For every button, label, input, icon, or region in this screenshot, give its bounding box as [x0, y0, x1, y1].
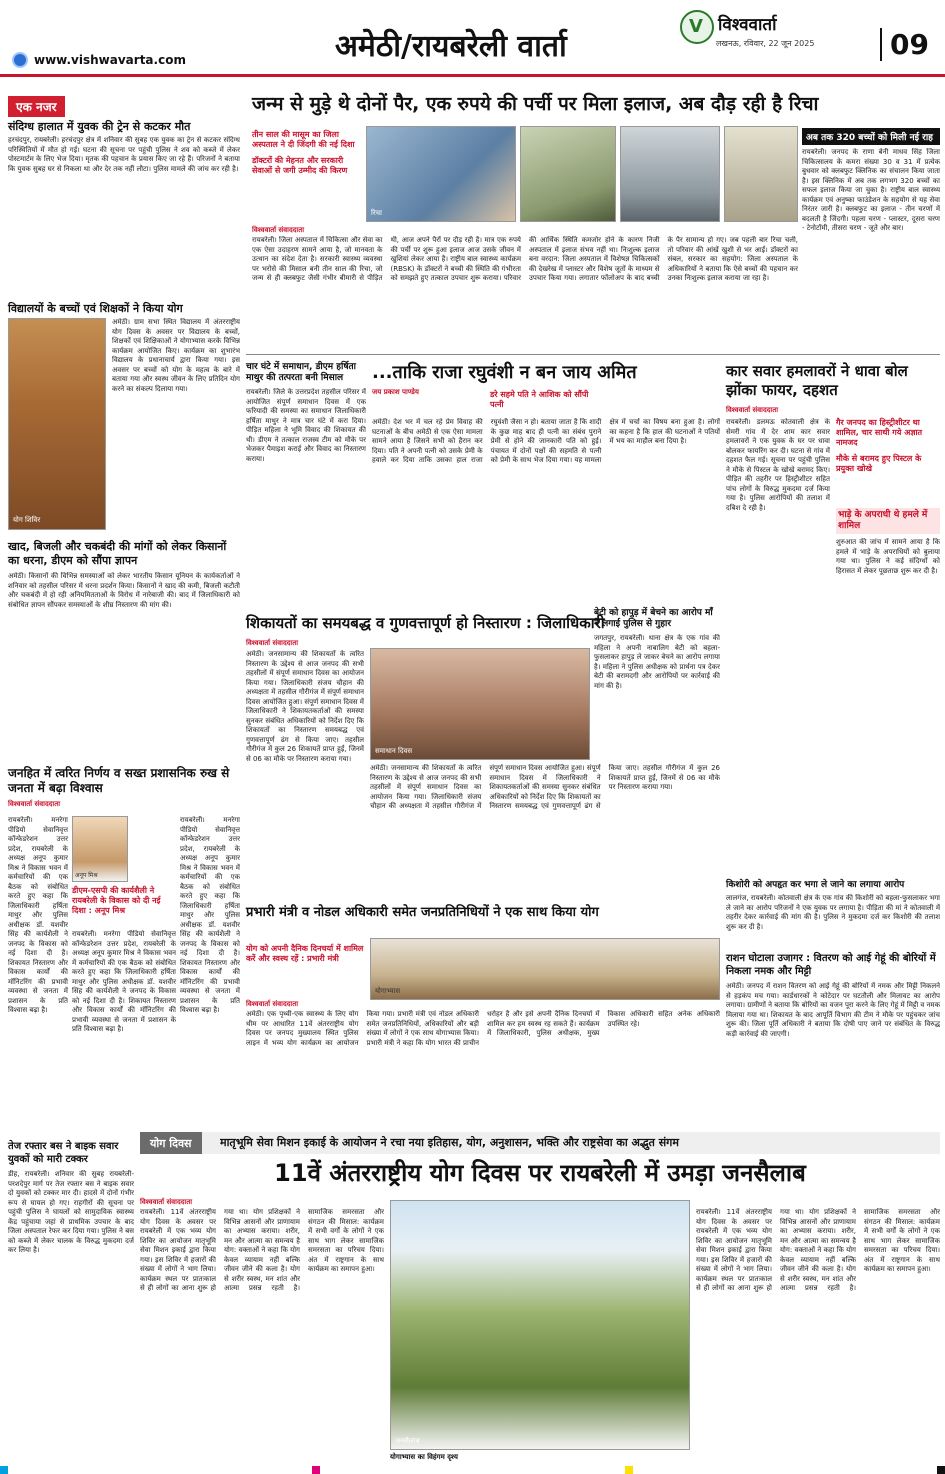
lead-headline: जन्म से मुड़े थे दोनों पैर, एक रुपये की पर्ची पर मिला इलाज, अब दौड़ रही है रिचा [252, 93, 819, 115]
brand-name: विश्ववार्ता [718, 15, 777, 35]
ek-nazar-tag: एक नजर [8, 96, 65, 117]
shikayat-byline: विश्ववार्ता संवाददाता [246, 639, 299, 647]
janhit-byline: विश्ववार्ता संवाददाता [8, 800, 61, 808]
photo-label: अनूप मिश्र [75, 872, 98, 879]
raghuvanshi-body: अमेठी। देश भर में चल रहे प्रेम विवाह की घटनाओं के बीच अमेठी से एक ऐसा मामला सामने आया है जिसने सभी को हैरान कर दिया। पति ने अपनी पत्नी को उसके प्रेमी के हवाले कर दिया ताकि उसका हाल राजा रघुवंशी जैसा न हो। बताया जाता है कि शादी के कुछ माह बाद ही पत्नी का संबंध पुराने प्रेमी से होने की जानकारी पति को हुई। पंचायत में दोनों पक्षों की सहमति से पत्नी को प्रेमी के साथ भेज दिया गया। यह मामला क्षेत्र में चर्चा का विषय बना हुआ है। लोगों का कहना है कि हाल की घटनाओं ने पतियों में भय का माहौल बना दिया है। [372, 418, 720, 464]
lead-byline: विश्ववार्ता संवाददाता [252, 226, 305, 234]
yoga-day-byline: विश्ववार्ता संवाददाता [140, 1198, 193, 1206]
yoga-day-strap [140, 1132, 940, 1154]
tej-body: डीह, रायबरेली। शनिवार की सुबह रायबरेली-परशदेपुर मार्ग पर तेज रफ्तार बस ने बाइक सवार दो युवकों को टक्कर मार दी। हादसे में दोनों गंभीर रूप से घायल हो गए। राहगीरों की सूचना पर पहुंची पुलिस ने घायलों को सामुदायिक स्वास्थ्य केंद्र पहुंचाया जहां से प्राथमिक उपचार के बाद जिला अस्पताल रेफर कर दिया गया। पुलिस ने बस को कब्जे में लेकर चालक के विरुद्ध मुकदमा दर्ज कर लिया है। [8, 1170, 134, 1254]
yoga-day-strapline: मातृभूमि सेवा मिशन इकाई के आयोजन ने रचा नया इतिहास, योग, अनुशासन, भक्ति और राष्ट्रसेवा का अद्भुत संगम [220, 1136, 679, 1149]
tej-story [8, 1140, 134, 1466]
raghuvanshi-byline: जय प्रकाश पाण्डेय [372, 388, 419, 396]
shikayat-body-continued: अमेठी। जनसामान्य की शिकायतों के त्वरित निस्तारण के उद्देश्य से आज जनपद की सभी तहसीलों में संपूर्ण समाधान दिवस का आयोजन किया गया। जिलाधिकारी संजय चौहान की अध्यक्षता में तहसील गौरीगंज में संपूर्ण समाधान दिवस आयोजित हुआ। संपूर्ण समाधान दिवस में जिलाधिकारी ने शिकायतकर्ताओं की समस्या सुनकर संबंधित अधिकारियों को निर्देश दिए कि शिकायतों का निस्तारण समयबद्ध एवं गुणवत्तापूर्ण ढंग से किया जाए। तहसील गौरीगंज में कुल 26 शिकायतें प्राप्त हुईं, जिनमें से 06 का मौके पर निस्तारण कराया गया। [370, 764, 720, 810]
dateline: लखनऊ, रविवार, 22 जून 2025 [716, 39, 815, 48]
photo-label: जनसैलाब [395, 1437, 420, 1445]
lead-body: रायबरेली। जिला अस्पताल में चिकित्सा और सेवा का एक ऐसा उदाहरण सामने आया है, जो मानवता के उत्थान का संदेश देता है। सरकारी स्वास्थ्य व्यवस्था पर भरोसे की मिसाल बनी तीन साल की रिचा, जो जन्म से ही क्लबफुट जैसी गंभीर बीमारी से पीड़ित थी, आज अपने पैरों पर दौड़ रही है। मात्र एक रुपये की पर्ची पर शुरू हुआ इलाज आज उसके जीवन में खुशियां लेकर आया है। राष्ट्रीय बाल स्वास्थ्य कार्यक्रम (RBSK) के डॉक्टरों ने बच्ची की स्थिति की गंभीरता को समझते हुए तत्काल उपचार शुरू कराया। परिवार की आर्थिक स्थिति कमजोर होने के कारण निजी अस्पताल में इलाज संभव नहीं था। निःशुल्क इलाज बना वरदान: जिला अस्पताल में विशेषज्ञ चिकित्सकों की देखरेख में प्लास्टर और विशेष जूतों के माध्यम से उपचार किया गया। लगातार फॉलोअप के बाद बच्ची के पैर सामान्य हो गए। जब पहली बार रिचा चली, तो परिवार की आंखें खुशी से भर आईं। डॉक्टरों का संबल, सरकार का सहयोग: जिला अस्पताल के अधिकारियों ने बताया कि ऐसे बच्चों की पहचान कर उनका निःशुल्क इलाज कराया जा रहा है। [252, 236, 798, 282]
brief-1-body: हरचंदपुर, रायबरेली। हरचंदपुर क्षेत्र में शनिवार की सुबह एक युवक का ट्रेन से कटकर संदिग्ध परिस्थितियों में मौत हो गई। घटना की सूचना पर पहुंची पुलिस ने शव को कब्जे में लेकर पोस्टमार्टम के लिए भेज दिया। मृतक की पहचान के प्रयास किए जा रहे हैं। परिजनों ने बताया कि युवक सुबह घर से निकला था और देर तक नहीं लौटा। पुलिस मामले की जांच कर रही है। [8, 136, 240, 173]
janhit-story [8, 766, 240, 1132]
richa-photo-1 [366, 126, 516, 222]
globe-icon [12, 52, 28, 68]
registration-marks [0, 1466, 945, 1474]
yoga-day-tag: योग दिवस [140, 1132, 202, 1154]
prabhari-kicker: योग को अपनी दैनिक दिनचर्या में शामिल करें और स्वस्थ रहें : प्रभारी मंत्री [246, 944, 364, 963]
photo-label: समाधान दिवस [375, 747, 413, 755]
janhit-body-3: रायबरेली। मनरेगा पीडियो सेवानिवृत्त कॉन्फेडरेशन उत्तर प्रदेश, रायबरेली के अध्यक्ष अनूप कुमार मिश्र ने विकास भवन में कर्मचारियों की एक बैठक को संबोधित करते हुए कहा कि जिलाधिकारी हर्षिता माथुर और पुलिस अधीक्षक डॉ. यशवीर सिंह की कार्यशैली ने जनपद के विकास को नई दिशा दी है। शिकायत निस्तारण और विकास कार्यों की मॉनिटरिंग की प्रभावी व्यवस्था से जनता में प्रशासन के प्रति विश्वास बढ़ा है। [72, 930, 176, 1033]
richa-photo-4 [724, 126, 798, 222]
car-attack-body: रायबरेली। डलमऊ कोतवाली क्षेत्र के सेमरी गांव में देर शाम कार सवार हमलावरों ने एक युवक के घर पर धावा बोलकर फायरिंग कर दी। घटना से गांव में दहशत फैल गई। सूचना पर पहुंची पुलिस ने मौके से पिस्टल के खोखे बरामद किए। पीड़ित की तहरीर पर हिस्ट्रीशीटर सहित पांच लोगों के विरुद्ध मुकदमा दर्ज किया गया है। पुलिस आरोपियों की तलाश में दबिश दे रही है। [726, 418, 830, 512]
janhit-pullquote: डीएम-एसपी की कार्यशैली ने रायबरेली के विकास को दी नई दिशा : अनूप मिश्र [72, 886, 161, 915]
brief-1-title: संदिग्ध हालात में युवक की ट्रेन से कटकर मौत [8, 120, 191, 133]
dm-story [246, 362, 366, 604]
brief-3-body: अमेठी। किसानों की विभिन्न समस्याओं को लेकर भारतीय किसान यूनियन के कार्यकर्ताओं ने शनिवार को तहसील परिसर में धरना प्रदर्शन किया। किसानों ने खाद की कमी, बिजली कटौती और चकबंदी में हो रही अनियमितताओं के विरोध में नारेबाजी की। बाद में जिलाधिकारी को संबोधित ज्ञापन सौंपकर समस्याओं के शीघ्र निस्तारण की मांग की। [8, 572, 240, 609]
bullet-1: गैर जनपद का हिस्ट्रीशीटर था शामिल, चार साथी गये अज्ञात नामजद [836, 418, 923, 447]
kishori-headline: किशोरी को अपहृत कर भगा ले जाने का लगाया आरोप [726, 880, 905, 890]
lead-story [246, 88, 940, 350]
raghuvanshi-story [372, 362, 720, 604]
ration-headline: राशन घोटाला उजागर : वितरण को आई गेहूं की बोरियों में निकला नमक और मिट्टी [726, 953, 936, 977]
clubfoot-sidebox [802, 128, 940, 350]
brief-2-title: विद्यालयों के बच्चों एवं शिक्षकों ने किया योग [8, 302, 183, 315]
bullet-2: मौके से बरामद हुए पिस्टल के प्रयुक्त खोखे [836, 454, 922, 473]
car-attack-subtag: भाड़े के अपराधी थे हमले में शामिल [836, 508, 940, 534]
yoga-crowd-photo [390, 1200, 690, 1450]
yoga-school-photo [8, 318, 106, 530]
brief-2-body: अमेठी। ग्राम सभा स्थित विद्यालय में अंतरराष्ट्रीय योग दिवस के अवसर पर विद्यालय के बच्चों, शिक्षकों एवं शिक्षिकाओं ने योगाभ्यास करके विभिन्न कार्यक्रम आयोजित किए। कार्यक्रम का शुभारंभ विद्यालय के प्रधानाचार्य द्वारा किया गया। इस अवसर पर बच्चों को योग के महत्व के बारे में बताया गया और स्वस्थ जीवन के लिए प्रतिदिन योग करने का संकल्प दिलाया गया। [112, 318, 240, 393]
raghuvanshi-kicker: डरे सहमे पति ने आशिक को सौंपी पत्नी [490, 390, 589, 409]
header-rule [0, 74, 945, 77]
page-number: 09 [880, 28, 929, 61]
car-attack-story [726, 362, 940, 882]
car-attack-byline: विश्ववार्ता संवाददाता [726, 406, 779, 414]
lead-caption-2: डॉक्टरों की मेहनत और सरकारी सेवाओं से जगी उम्मीद की किरण [252, 156, 348, 175]
yoga-day-body-left: रायबरेली। 11वें अंतरराष्ट्रीय योग दिवस के अवसर पर रायबरेली में एक भव्य योग शिविर का आयोजन मातृभूमि सेवा मिशन इकाई द्वारा किया गया। इस शिविर में हजारों की संख्या में लोगों ने भाग लिया। कार्यक्रम स्थल पर प्रातःकाल से ही लोगों का आना शुरू हो गया था। योग प्रशिक्षकों ने विभिन्न आसनों और प्राणायाम का अभ्यास कराया। शरीर, मन और आत्मा का समन्वय है योग: वक्ताओं ने कहा कि योग केवल व्यायाम नहीं बल्कि जीवन जीने की कला है। योग से शरीर स्वस्थ, मन शांत और आत्मा प्रसन्न रहती है। सामाजिक समरसता और संगठन की मिसाल: कार्यक्रम में सभी वर्गों के लोगों ने एक साथ भाग लेकर सामाजिक समरसता का परिचय दिया। अंत में राष्ट्रगान के साथ कार्यक्रम का समापन हुआ। [140, 1208, 384, 1292]
janhit-body-2: रायबरेली। मनरेगा पीडियो सेवानिवृत्त कॉन्फेडरेशन उत्तर प्रदेश, रायबरेली के अध्यक्ष अनूप कुमार मिश्र ने विकास भवन में कर्मचारियों की एक बैठक को संबोधित करते हुए कहा कि जिलाधिकारी हर्षिता माथुर और पुलिस अधीक्षक डॉ. यशवीर सिंह की कार्यशैली ने जनपद के विकास को नई दिशा दी है। शिकायत निस्तारण और विकास कार्यों की मॉनिटरिंग की प्रभावी व्यवस्था से जनता में प्रशासन के प्रति विश्वास बढ़ा है। [180, 816, 240, 1014]
photo-label: योग शिविर [13, 516, 41, 524]
kishori-body: लालगंज, रायबरेली। कोतवाली क्षेत्र के एक गांव की किशोरी को बहला-फुसलाकर भगा ले जाने का आरोप परिजनों ने एक युवक पर लगाया है। पीड़िता की मां ने कोतवाली में तहरीर देकर कार्रवाई की मांग की है। पुलिस ने मुकदमा दर्ज कर किशोरी की तलाश शुरू कर दी है। [726, 894, 940, 931]
section-divider [246, 354, 940, 355]
heritage-headline: बेटी को हापुड़ में बेचने का आरोप माँ ने लगाई पुलिस से गुहार [594, 608, 713, 629]
ration-body: अमेठी। जनपद में राशन वितरण को आई गेहूं की बोरियों में नमक और मिट्टी निकलने से हड़कंप मच गया। कार्डधारकों ने कोटेदार पर घटतौली और मिलावट का आरोप लगाया। ग्रामीणों ने बताया कि बोरियों का वजन पूरा करने के लिए गेहूं में मिट्टी व नमक मिलाया गया था। शिकायत के बाद आपूर्ति विभाग की टीम ने मौके पर पहुंचकर जांच शुरू की। जिला पूर्ति अधिकारी ने बताया कि दोषी पाए जाने पर संबंधित के विरुद्ध कड़ी कार्रवाई की जाएगी। [726, 982, 940, 1038]
yoga-day-body-right: रायबरेली। 11वें अंतरराष्ट्रीय योग दिवस के अवसर पर रायबरेली में एक भव्य योग शिविर का आयोजन मातृभूमि सेवा मिशन इकाई द्वारा किया गया। इस शिविर में हजारों की संख्या में लोगों ने भाग लिया। कार्यक्रम स्थल पर प्रातःकाल से ही लोगों का आना शुरू हो गया था। योग प्रशिक्षकों ने विभिन्न आसनों और प्राणायाम का अभ्यास कराया। शरीर, मन और आत्मा का समन्वय है योग: वक्ताओं ने कहा कि योग केवल व्यायाम नहीं बल्कि जीवन जीने की कला है। योग से शरीर स्वस्थ, मन शांत और आत्मा प्रसन्न रहती है। सामाजिक समरसता और संगठन की मिसाल: कार्यक्रम में सभी वर्गों के लोगों ने एक साथ भाग लेकर सामाजिक समरसता का परिचय दिया। अंत में राष्ट्रगान के साथ कार्यक्रम का समापन हुआ। [696, 1208, 940, 1292]
minister-yoga-photo [370, 938, 720, 1000]
yoga-day-headline: 11वें अंतरराष्ट्रीय योग दिवस पर रायबरेली में उमड़ा जनसैलाब [274, 1159, 806, 1187]
yoga-photo-caption: योगाभ्यास का विहंगम दृश्य [390, 1453, 458, 1461]
ek-nazar-column [8, 96, 240, 760]
car-attack-subbody: शुरुआत की जांच में सामने आया है कि हमले में भाड़े के अपराधियों को बुलाया गया था। पुलिस ने कई संदिग्धों को हिरासत में लेकर पूछताछ शुरू कर दी है। [836, 538, 940, 575]
prabhari-story [246, 904, 720, 1126]
dm-body: रायबरेली। जिले के उत्तरप्रदेश तहसील परिसर में आयोजित संपूर्ण समाधान दिवस में एक फरियादी की समस्या का समाधान जिलाधिकारी हर्षिता माथुर ने मात्र चार घंटे में करा दिया। पीड़ित महिला ने भूमि विवाद की शिकायत की थी। डीएम ने तत्काल राजस्व टीम को मौके पर भेजकर पैमाइश कराई और विवाद का निस्तारण कराया। [246, 388, 366, 463]
brief-3-title: खाद, बिजली और चकबंदी की मांगों को लेकर किसानों का धरना, डीएम को सौंपा ज्ञापन [8, 540, 227, 567]
lead-caption-1: तीन साल की मासूम का जिला अस्पताल ने दी जिंदगी की नई दिशा [252, 130, 355, 149]
kishori-story [726, 880, 940, 950]
janhit-headline: जनहित में त्वरित निर्णय व सख्त प्रशासनिक रुख से जनता में बढ़ा विश्वास [8, 766, 230, 795]
dm-headline: चार घंटे में समाधान, डीएम हर्षिता माथुर की तत्परता बनी मिसाल [246, 362, 356, 383]
sidebox-body: रायबरेली। जनपद के राणा बेनी माधव सिंह जिला चिकित्सालय के कमरा संख्या 30 व 31 में प्रत्येक बुधवार को क्लबफुट क्लिनिक का संचालन किया जाता है। इस क्लिनिक में अब तक लगभग 320 बच्चों का सफल इलाज किया जा चुका है। राष्ट्रीय बाल स्वास्थ्य कार्यक्रम एवं अनुष्का फाउंडेशन के सहयोग से यह सेवा निरंतर जारी है। क्लबफुट का इलाज - तीन चरणों में बदलती है जिंदगी। पहला चरण - प्लास्टर, दूसरा चरण - टेनोटॉमी, तीसरा चरण - जूते और बार। [802, 148, 940, 232]
tej-headline: तेज रफ्तार बस ने बाइक सवार युवकों को मारी टक्कर [8, 1141, 119, 1165]
masthead [0, 0, 945, 78]
mishra-photo [72, 816, 128, 882]
photo-label: योगाभ्यास [375, 987, 401, 995]
richa-photo-3 [620, 126, 720, 222]
section-title: अमेठी/रायबरेली वार्ता [335, 29, 567, 64]
ration-story [726, 952, 940, 1126]
brand-logo: V [680, 10, 714, 44]
shikayat-body: अमेठी। जनसामान्य की शिकायतों के त्वरित निस्तारण के उद्देश्य से आज जनपद की सभी तहसीलों में संपूर्ण समाधान दिवस का आयोजन किया गया। जिलाधिकारी संजय चौहान की अध्यक्षता में तहसील गौरीगंज में संपूर्ण समाधान दिवस आयोजित हुआ। संपूर्ण समाधान दिवस में जिलाधिकारी ने शिकायतकर्ताओं की समस्या सुनकर संबंधित अधिकारियों को निर्देश दिए कि शिकायतों का निस्तारण समयबद्ध एवं गुणवत्तापूर्ण ढंग से किया जाए। तहसील गौरीगंज में कुल 26 शिकायतें प्राप्त हुईं, जिनमें से 06 का मौके पर निस्तारण कराया गया। [246, 650, 364, 763]
richa-photo-2 [520, 126, 616, 222]
shikayat-headline: शिकायतों का समयबद्ध व गुणवत्तापूर्ण हो निस्तारण : जिलाधिकारी [246, 614, 605, 632]
janhit-body-1: रायबरेली। मनरेगा पीडियो सेवानिवृत्त कॉन्फेडरेशन उत्तर प्रदेश, रायबरेली के अध्यक्ष अनूप कुमार मिश्र ने विकास भवन में कर्मचारियों की एक बैठक को संबोधित करते हुए कहा कि जिलाधिकारी हर्षिता माथुर और पुलिस अधीक्षक डॉ. यशवीर सिंह की कार्यशैली ने जनपद के विकास को नई दिशा दी है। शिकायत निस्तारण और विकास कार्यों की मॉनिटरिंग की प्रभावी व्यवस्था से जनता में प्रशासन के प्रति विश्वास बढ़ा है। [8, 816, 68, 1014]
photo-label: रिचा [371, 209, 382, 217]
raghuvanshi-headline: ...ताकि राजा रघुवंशी न बन जाय अमित [372, 362, 637, 383]
heritage-body: जगतपुर, रायबरेली। थाना क्षेत्र के एक गांव की महिला ने अपनी नाबालिग बेटी को बहला-फुसलाकर हापुड़ ले जाकर बेचने का आरोप लगाया है। महिला ने पुलिस अधीक्षक को प्रार्थना पत्र देकर बेटी की बरामदगी और आरोपियों पर कार्रवाई की मांग की है। [594, 634, 720, 690]
lead-captions [252, 130, 362, 176]
car-attack-headline: कार सवार हमलावरों ने धावा बोल झोंका फायर, दहशत [726, 362, 908, 399]
samadhan-photo [370, 648, 590, 760]
car-attack-bullets [836, 418, 940, 474]
prabhari-byline: विश्ववार्ता संवाददाता [246, 1000, 299, 1008]
sidebox-title: अब तक 320 बच्चों को मिली नई राह [802, 128, 940, 145]
prabhari-body: अमेठी। एक पृथ्वी-एक स्वास्थ्य के लिए योग थीम पर आधारित 11वें अंतरराष्ट्रीय योग दिवस पर जनपद मुख्यालय स्थित पुलिस लाइन में भव्य योग कार्यक्रम का आयोजन किया गया। प्रभारी मंत्री एवं नोडल अधिकारी समेत जनप्रतिनिधियों, अधिकारियों और बड़ी संख्या में लोगों ने एक साथ योगाभ्यास किया। प्रभारी मंत्री ने कहा कि योग भारत की प्राचीन धरोहर है और इसे अपनी दैनिक दिनचर्या में शामिल कर हम स्वस्थ रह सकते हैं। कार्यक्रम में जिलाधिकारी, पुलिस अधीक्षक, मुख्य विकास अधिकारी सहित अनेक अधिकारी उपस्थित रहे। [246, 1010, 720, 1047]
shikayat-story [246, 608, 720, 900]
prabhari-headline: प्रभारी मंत्री व नोडल अधिकारी समेत जनप्रतिनिधियों ने एक साथ किया योग [246, 905, 599, 920]
website-link[interactable]: www.vishwavarta.com [34, 53, 186, 67]
heritage-box [594, 608, 720, 764]
yoga-day-story [140, 1196, 940, 1466]
